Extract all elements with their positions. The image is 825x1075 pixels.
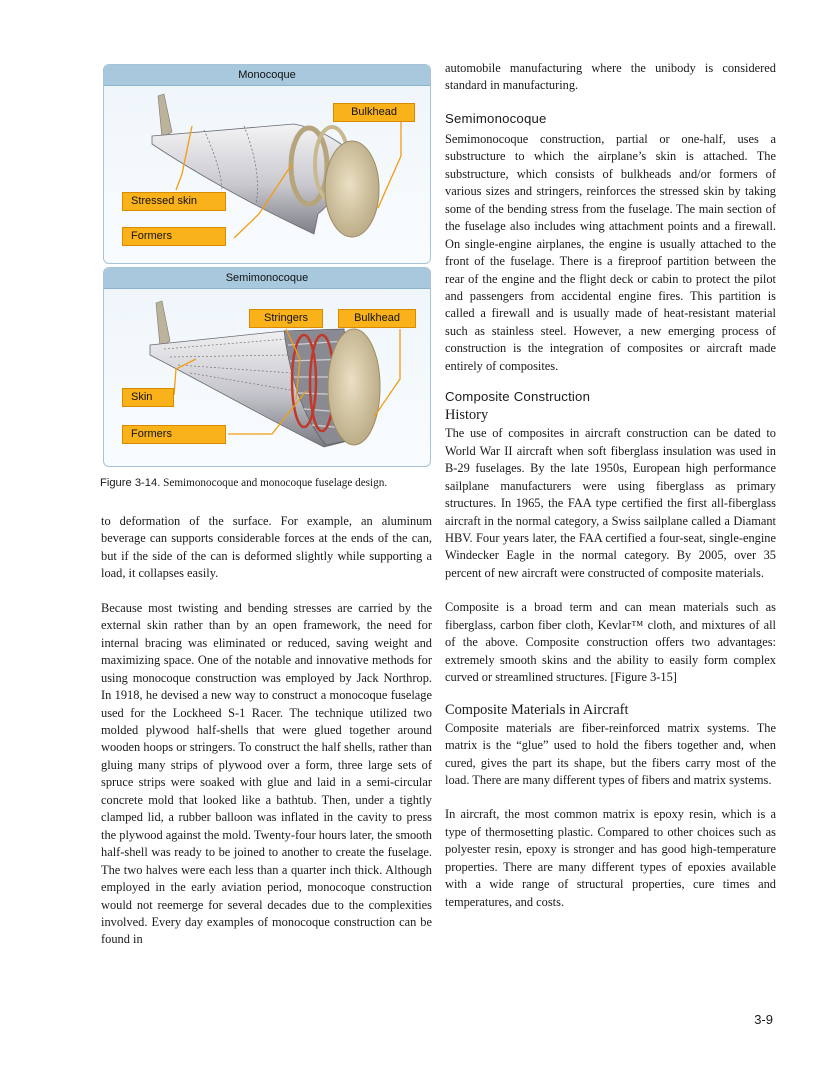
paragraph-semimonocoque: Semimonocoque construction, partial or one-half, uses a substructure to which the airplane’s skin is attached. The substructure, which consists of bulkheads and/or formers of various sizes and stringers, reinforces the stressed skin by taking some of the bending stress from the fuselage. The main section of the fuselage also includes wing attachment points and a firewall. On single-engine airplanes, the engine is usually attached to the front of the fuselage. There is a fireproof partition between the rear of the engine and the flight deck or cabin to protect the pilot and passengers from accidental engine fires. This partition is called a firewall and is usually made of heat-resistant material such as stainless steel. However, a new emerging process of construction is the integration of composites or aircraft made entirely of composites. [445, 131, 776, 373]
figure-caption-number: Figure 3-14. [100, 477, 161, 489]
callout-stringers: Stringers [249, 309, 323, 328]
paragraph-northrop-monocoque: Because most twisting and bending stresses are carried by the external skin rather than by an open framework, the need for internal bracing was eliminated or reduced, saving weight and maximizing space. One of the notable and innovative methods for using monocoque construction was employed by Jack Northrop. In 1918, he devised a new way to construct a monocoque fuselage used for the Lockheed S-1 Racer. The technique utilized two molded plywood half-shells that were glued together around wooden hoops or stringers. To construct the half shells, rather than gluing many strips of plywood over a form, three large sets of spruce strips were soaked with glue and laid in a semi-circular concrete mold that looked like a bathtub. Then, under a tightly clamped lid, a rubber balloon was inflated in the cavity to press the plywood against the mold. Twenty-four hours later, the smooth half-shell was ready to be joined to another to create the fuselage. The two halves were each less than a quarter inch thick. Although employed in the early aviation period, monocoque construction would not reemerge for several decades due to the complexities involved. Every day examples of monocoque construction can be found in [101, 600, 432, 947]
callout-stressed-skin: Stressed skin [122, 192, 226, 211]
heading-history: History [445, 407, 489, 424]
paragraph-history: The use of composites in aircraft construction can be dated to World War II aircraft when soft fiberglass insulation was used in B-29 fuselages. By the late 1950s, European high performance sailplane manufacturers were using fiberglass as primary structures. In 1965, the FAA type certified the first all-fiberglass aircraft in the normal category, a Swiss sailplane called a Diamant HBV. Four years later, the FAA certified a four-seat, single-engine Windecker Eagle in the normal category. By 2005, over 35 percent of new aircraft were constructed of composite materials. [445, 426, 776, 580]
callout-formers-semi: Formers [122, 425, 226, 444]
callout-bulkhead-semi: Bulkhead [338, 309, 416, 328]
monocoque-panel [103, 64, 431, 264]
heading-semimonocoque: Semimonocoque [445, 110, 547, 126]
callout-bulkhead: Bulkhead [333, 103, 415, 122]
callout-formers: Formers [122, 227, 226, 246]
paragraph-epoxy-resin: In aircraft, the most common matrix is epoxy resin, which is a type of thermosetting plastic. Compared to other choices such as polyester resin, epoxy is stronger and has good high-temperature properties. There are many different types of epoxies available with a wide range of structural properties, cure times and temperatures, and costs. [445, 807, 776, 909]
figure-caption [100, 476, 440, 490]
paragraph-composite-definition: Composite is a broad term and can mean materials such as fiberglass, carbon fiber cloth, Kevlar™ cloth, and mixtures of all of the above. Composite construction offers two advantages: extremely smooth skins and the ability to easily form complex curved or streamlined structures. [Figure 3-15] [445, 600, 776, 685]
semimonocoque-panel-title: Semimonocoque [104, 268, 430, 289]
monocoque-panel-title: Monocoque [104, 65, 430, 86]
paragraph-matrix-systems: Composite materials are fiber-reinforced matrix systems. The matrix is the “glue” used to hold the fibers together and, when cured, gives the part its shape, but the fibers carry most of the load. There are many different types of fibers and matrix systems. [445, 720, 776, 787]
right-column [445, 60, 776, 911]
left-column [101, 513, 432, 949]
heading-composite-materials: Composite Materials in Aircraft [445, 701, 629, 718]
callout-skin: Skin [122, 388, 174, 407]
semimonocoque-panel [103, 267, 431, 467]
paragraph-can-deformation: to deformation of the surface. For example, an aluminum beverage can supports considerable forces at the ends of the can, but if the side of the can is deformed slightly while supporting a load, it collapses easily. [101, 514, 432, 581]
paragraph-automobile-unibody: automobile manufacturing where the unibody is considered standard in manufacturing. [445, 61, 776, 93]
page-number: 3-9 [754, 1012, 773, 1027]
heading-composite-construction: Composite Construction [445, 389, 591, 405]
figure-caption-text: Semimonocoque and monocoque fuselage design. [160, 477, 388, 489]
